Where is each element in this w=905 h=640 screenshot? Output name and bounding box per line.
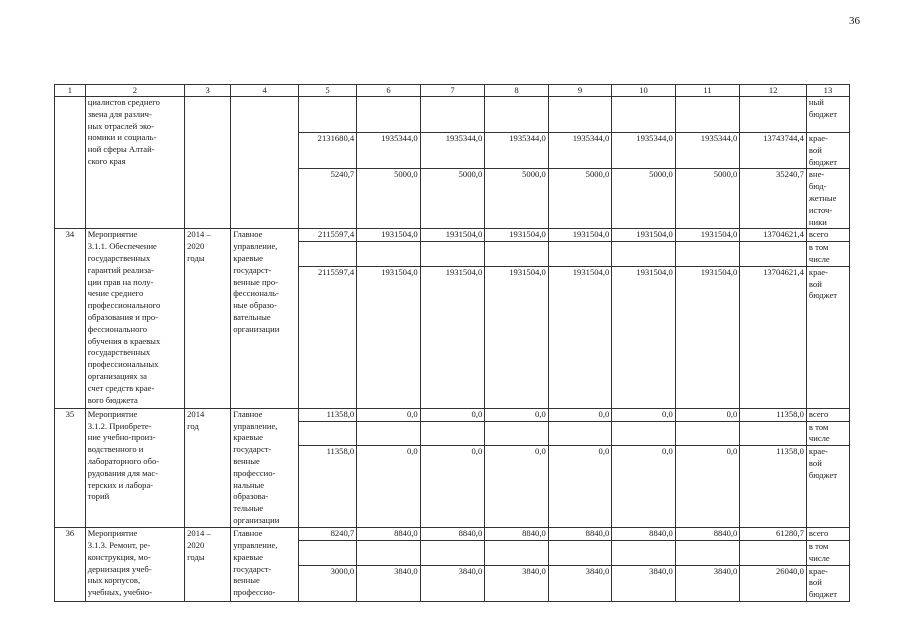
value-cell <box>298 242 356 267</box>
budget-table <box>54 84 850 602</box>
value-cell: 3840,0 <box>485 565 549 601</box>
column-header: 10 <box>612 85 676 97</box>
value-cell <box>548 421 612 446</box>
value-cell <box>740 242 807 267</box>
value-cell: 1931504,0 <box>357 266 421 408</box>
years-cell: 2014 – 2020 годы <box>185 528 231 602</box>
column-header: 9 <box>548 85 612 97</box>
value-cell <box>298 540 356 565</box>
column-header: 11 <box>675 85 740 97</box>
value-cell: 1931504,0 <box>548 229 612 242</box>
value-cell: 3840,0 <box>675 565 740 601</box>
value-cell: 1931504,0 <box>675 266 740 408</box>
value-cell: 11358,0 <box>740 408 807 421</box>
value-cell: 3840,0 <box>548 565 612 601</box>
column-header: 13 <box>806 85 849 97</box>
value-cell: 1935344,0 <box>357 133 421 169</box>
value-cell <box>420 421 485 446</box>
value-cell: 1931504,0 <box>675 229 740 242</box>
value-cell: 8840,0 <box>548 528 612 541</box>
row-number-cell <box>55 97 86 229</box>
funding-source-cell: в том числе <box>806 540 849 565</box>
value-cell <box>740 97 807 133</box>
value-cell: 1931504,0 <box>485 266 549 408</box>
value-cell: 2131680,4 <box>298 133 356 169</box>
value-cell <box>675 421 740 446</box>
funding-source-cell: в том числе <box>806 421 849 446</box>
value-cell <box>675 242 740 267</box>
funding-source-cell: всего <box>806 528 849 541</box>
measure-name-cell: циалистов среднего звена для различ- ных отраслей эко- номики и социаль- ной сферы Алтай- ского края <box>85 97 184 229</box>
table-row <box>55 229 850 242</box>
value-cell: 8840,0 <box>420 528 485 541</box>
value-cell: 5000,0 <box>357 169 421 229</box>
value-cell: 61280,7 <box>740 528 807 541</box>
column-header: 2 <box>85 85 184 97</box>
value-cell <box>675 540 740 565</box>
row-number-cell: 34 <box>55 229 86 408</box>
funding-source-cell: всего <box>806 229 849 242</box>
funding-source-cell: крае- вой бюджет <box>806 565 849 601</box>
value-cell <box>548 97 612 133</box>
funding-source-cell: в том числе <box>806 242 849 267</box>
row-number-cell: 35 <box>55 408 86 527</box>
value-cell: 5000,0 <box>548 169 612 229</box>
value-cell: 1931504,0 <box>548 266 612 408</box>
value-cell: 0,0 <box>675 408 740 421</box>
value-cell: 11358,0 <box>298 408 356 421</box>
value-cell <box>548 242 612 267</box>
value-cell: 0,0 <box>612 408 676 421</box>
value-cell: 1935344,0 <box>612 133 676 169</box>
table-body <box>55 85 850 602</box>
funding-source-cell: крае- вой бюджет <box>806 266 849 408</box>
value-cell: 1931504,0 <box>420 229 485 242</box>
column-header: 5 <box>298 85 356 97</box>
value-cell <box>612 421 676 446</box>
value-cell <box>740 540 807 565</box>
value-cell: 2115597,4 <box>298 266 356 408</box>
years-cell <box>185 97 231 229</box>
value-cell: 8840,0 <box>675 528 740 541</box>
value-cell: 5000,0 <box>675 169 740 229</box>
column-header: 8 <box>485 85 549 97</box>
measure-name-cell: Мероприятие 3.1.2. Приобрете- ние учебно-произ- водственного и лабораторного обо- рудования для мас- терских и лабора- торий <box>85 408 184 527</box>
executor-cell: Главное управление, краевые государст- венные про- фессиональ- ные образо- вательные организации <box>231 229 299 408</box>
table-row <box>55 528 850 541</box>
value-cell: 0,0 <box>675 446 740 528</box>
executor-cell: Главное управление, краевые государст- венные профессио- <box>231 528 299 602</box>
value-cell <box>675 97 740 133</box>
value-cell: 0,0 <box>357 446 421 528</box>
years-cell: 2014 – 2020 годы <box>185 229 231 408</box>
value-cell <box>357 540 421 565</box>
value-cell: 1935344,0 <box>548 133 612 169</box>
funding-source-cell: всего <box>806 408 849 421</box>
measure-name-cell: Мероприятие 3.1.3. Ремонт, ре- конструкция, мо- дернизация учеб- ных корпусов, учебных, учебно- <box>85 528 184 602</box>
value-cell: 0,0 <box>612 446 676 528</box>
value-cell: 1931504,0 <box>420 266 485 408</box>
value-cell: 2115597,4 <box>298 229 356 242</box>
value-cell <box>357 97 421 133</box>
value-cell <box>298 97 356 133</box>
page-number: 36 <box>849 15 860 27</box>
column-header: 3 <box>185 85 231 97</box>
funding-source-cell: вне- бюд- жетные источ- ники <box>806 169 849 229</box>
value-cell <box>357 242 421 267</box>
value-cell: 3840,0 <box>357 565 421 601</box>
value-cell: 5000,0 <box>612 169 676 229</box>
value-cell: 0,0 <box>485 446 549 528</box>
value-cell: 11358,0 <box>298 446 356 528</box>
value-cell: 0,0 <box>485 408 549 421</box>
value-cell: 1935344,0 <box>675 133 740 169</box>
value-cell <box>485 421 549 446</box>
row-number-cell: 36 <box>55 528 86 602</box>
table-row <box>55 97 850 133</box>
value-cell: 26040,0 <box>740 565 807 601</box>
column-header: 12 <box>740 85 807 97</box>
value-cell: 0,0 <box>420 408 485 421</box>
value-cell: 1931504,0 <box>357 229 421 242</box>
header-row <box>55 85 850 97</box>
table-row <box>55 408 850 421</box>
value-cell <box>548 540 612 565</box>
value-cell: 5240,7 <box>298 169 356 229</box>
funding-source-cell: ный бюджет <box>806 97 849 133</box>
value-cell: 13704621,4 <box>740 229 807 242</box>
value-cell: 0,0 <box>548 446 612 528</box>
value-cell: 0,0 <box>548 408 612 421</box>
value-cell <box>485 97 549 133</box>
value-cell <box>357 421 421 446</box>
column-header: 7 <box>420 85 485 97</box>
executor-cell <box>231 97 299 229</box>
column-header: 4 <box>231 85 299 97</box>
value-cell <box>485 540 549 565</box>
value-cell: 3000,0 <box>298 565 356 601</box>
measure-name-cell: Мероприятие 3.1.1. Обеспечение государственных гарантий реализа- ции прав на полу- чение среднего профессионального образования и про- фессионального обучения в краевых государственных профессиональных организациях за счет средств крае- вого бюджета <box>85 229 184 408</box>
value-cell: 8240,7 <box>298 528 356 541</box>
value-cell <box>740 421 807 446</box>
value-cell: 5000,0 <box>420 169 485 229</box>
value-cell: 8840,0 <box>612 528 676 541</box>
value-cell: 0,0 <box>357 408 421 421</box>
value-cell: 1935344,0 <box>485 133 549 169</box>
value-cell: 1931504,0 <box>612 266 676 408</box>
executor-cell: Главное управление, краевые государст- венные профессио- нальные образова- тельные организации <box>231 408 299 527</box>
value-cell: 1931504,0 <box>612 229 676 242</box>
column-header: 1 <box>55 85 86 97</box>
value-cell <box>420 242 485 267</box>
value-cell: 3840,0 <box>420 565 485 601</box>
value-cell: 1931504,0 <box>485 229 549 242</box>
value-cell <box>612 540 676 565</box>
value-cell: 5000,0 <box>485 169 549 229</box>
value-cell <box>485 242 549 267</box>
value-cell: 0,0 <box>420 446 485 528</box>
value-cell: 11358,0 <box>740 446 807 528</box>
value-cell <box>420 97 485 133</box>
funding-source-cell: крае- вой бюджет <box>806 133 849 169</box>
column-header: 6 <box>357 85 421 97</box>
value-cell: 3840,0 <box>612 565 676 601</box>
value-cell: 8840,0 <box>485 528 549 541</box>
value-cell: 13743744,4 <box>740 133 807 169</box>
value-cell: 13704621,4 <box>740 266 807 408</box>
value-cell <box>298 421 356 446</box>
value-cell <box>612 242 676 267</box>
value-cell: 35240,7 <box>740 169 807 229</box>
value-cell: 1935344,0 <box>420 133 485 169</box>
value-cell <box>420 540 485 565</box>
value-cell: 8840,0 <box>357 528 421 541</box>
value-cell <box>612 97 676 133</box>
years-cell: 2014 год <box>185 408 231 527</box>
funding-source-cell: крае- вой бюджет <box>806 446 849 528</box>
